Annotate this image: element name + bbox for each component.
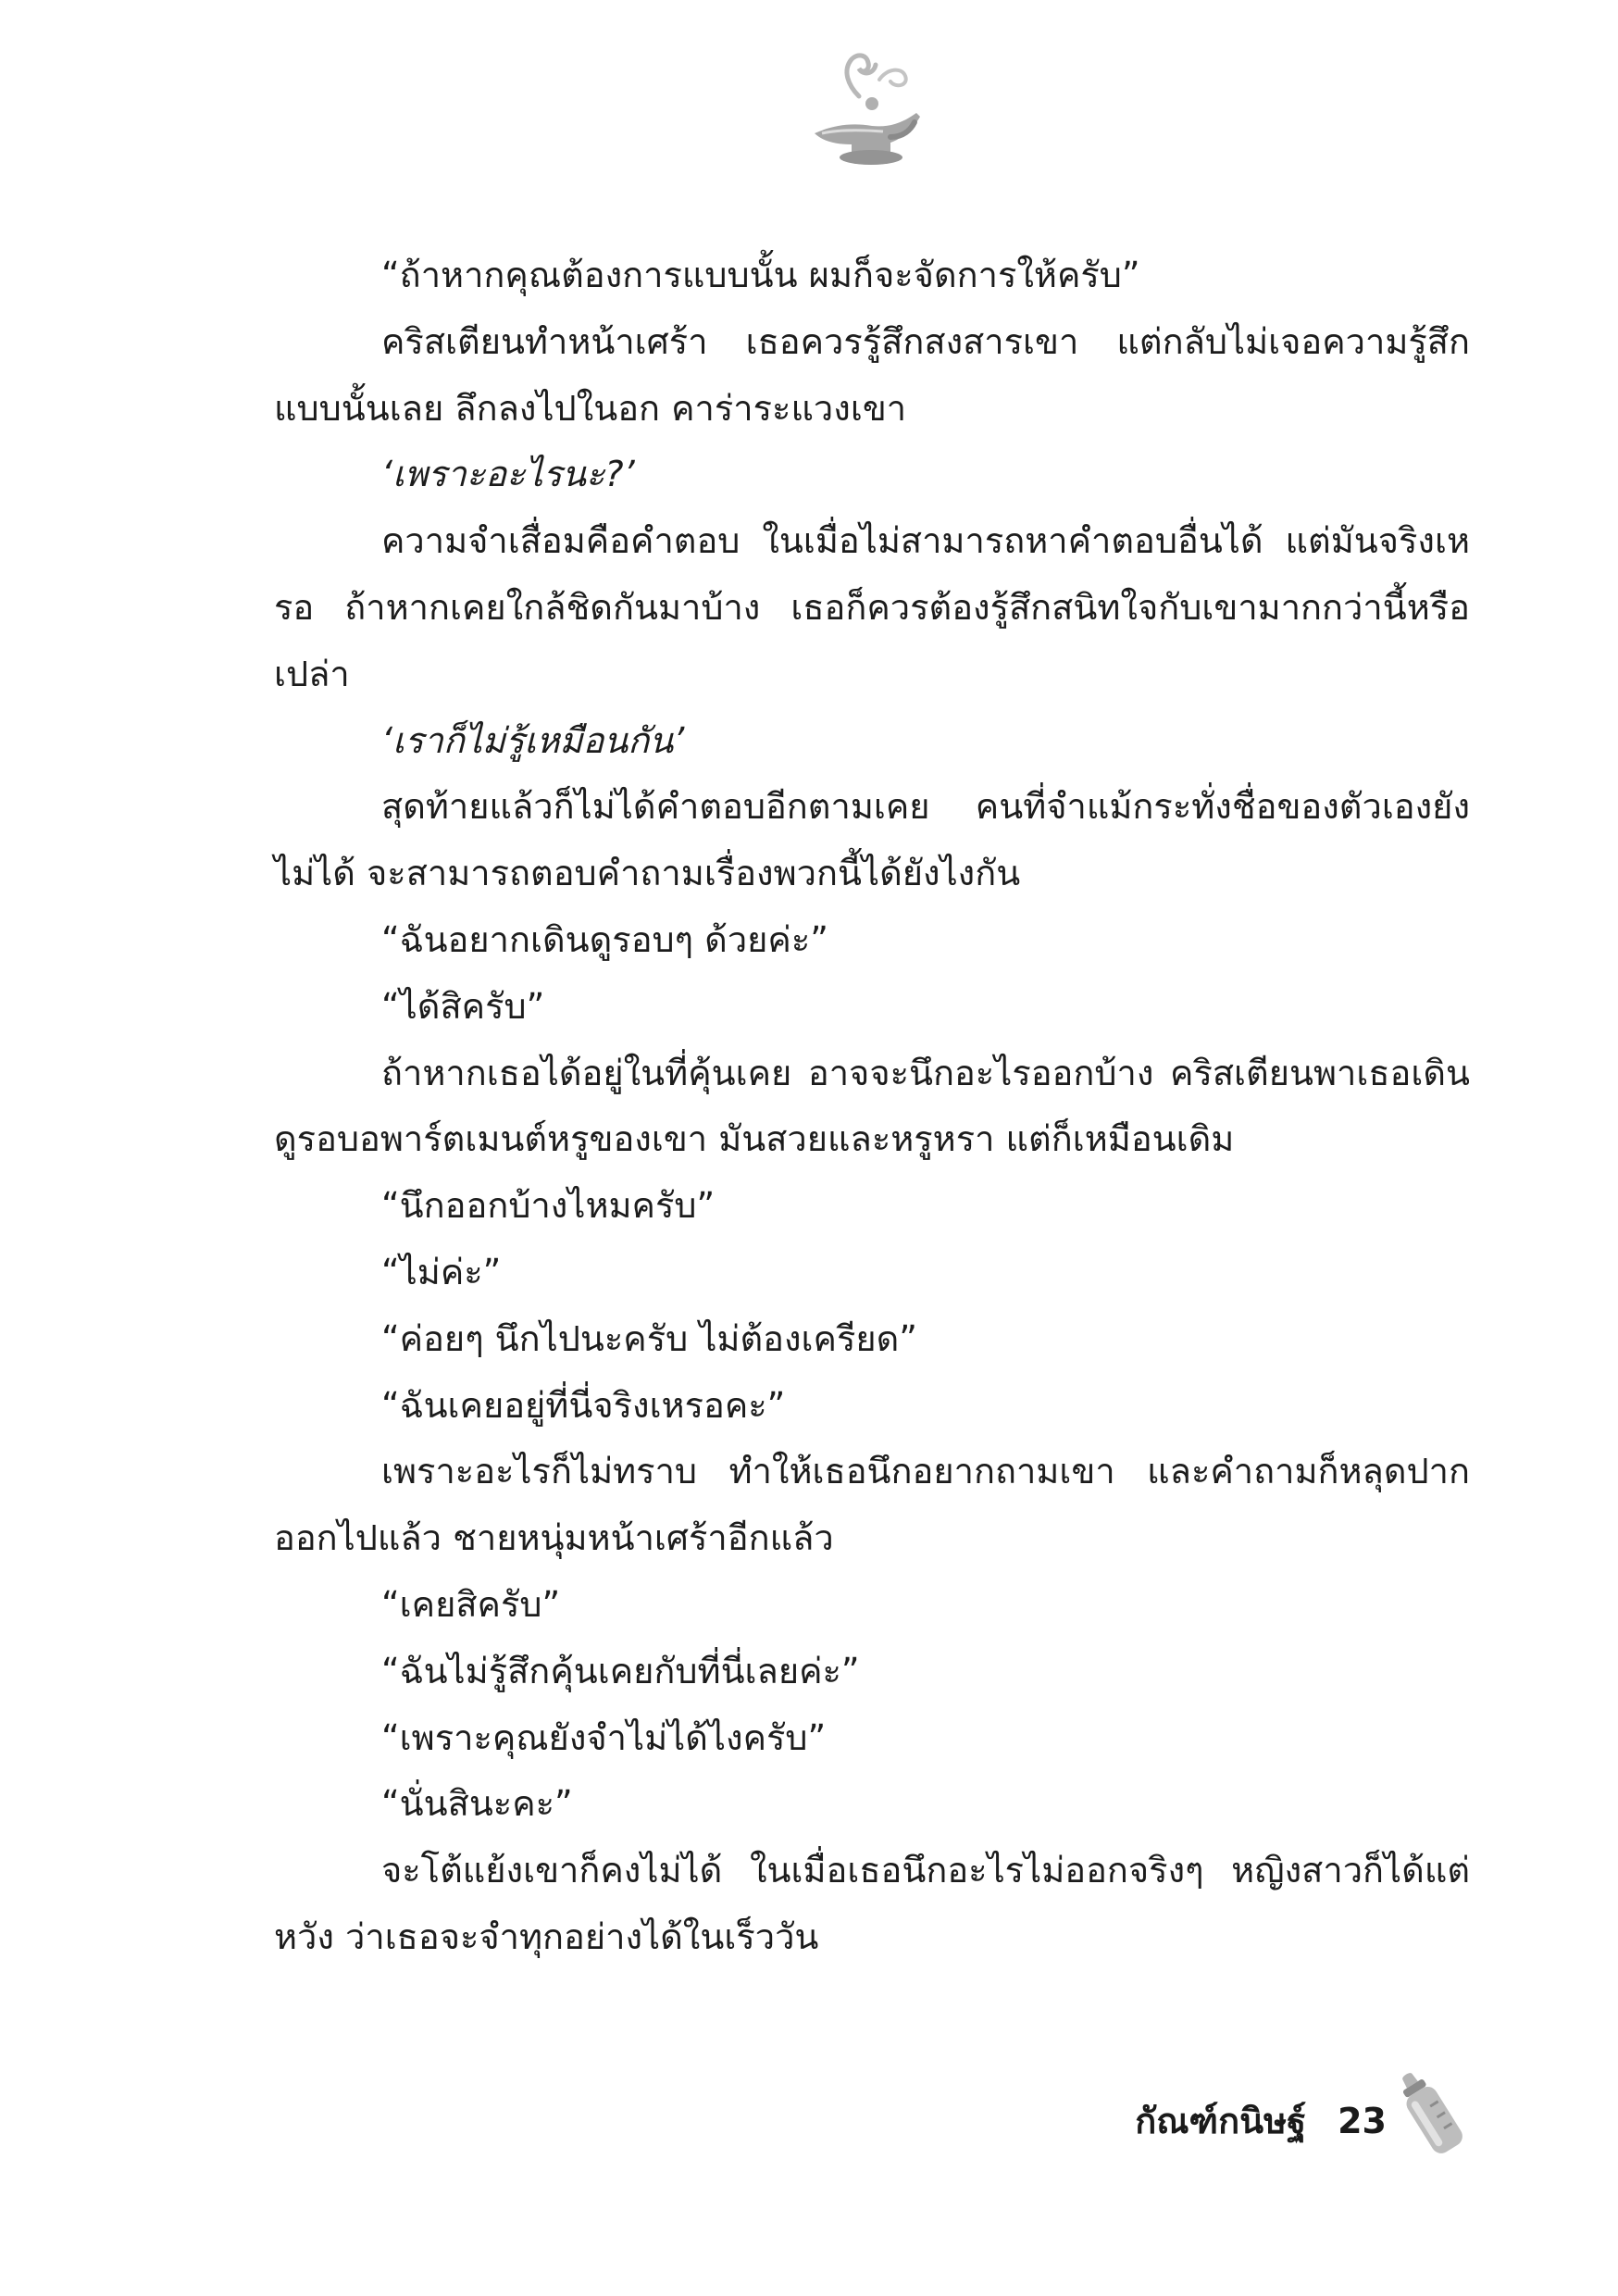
story-text — [274, 243, 1470, 1971]
page-footer — [1135, 2092, 1387, 2149]
dialogue-paragraph: “เคยสิครับ” — [381, 1583, 561, 1625]
dialogue-paragraph: “นั่นสินะคะ” — [381, 1783, 573, 1825]
dialogue-paragraph: “นึกออกบ้างไหมครับ” — [381, 1185, 716, 1227]
story-paragraph: จะโต้แย้งเขาก็คงไม่ได้ ในเมื่อเธอนึกอะไรไม่ออกจริงๆ หญิงสาวก็ได้แต่หวัง ว่าเธอจะจำทุกอย่างได้ในเร็ววัน — [274, 1850, 1470, 1957]
dialogue-paragraph: “ได้สิครับ” — [381, 985, 545, 1027]
dialogue-paragraph: “ไม่ค่ะ” — [381, 1251, 502, 1292]
genie-lamp-icon — [794, 48, 933, 178]
page-number: 23 — [1338, 2100, 1387, 2141]
dialogue-paragraph: “ค่อยๆ นึกไปนะครับ ไม่ต้องเครียด” — [381, 1317, 917, 1359]
dialogue-paragraph: “ฉันเคยอยู่ที่นี่จริงเหรอคะ” — [381, 1384, 786, 1426]
baby-bottle-icon — [1388, 2066, 1474, 2163]
dialogue-paragraph: “ฉันอยากเดินดูรอบๆ ด้วยค่ะ” — [381, 918, 828, 960]
author-name: กัณฑ์กนิษฐ์ — [1135, 2101, 1307, 2141]
inner-thought-paragraph: ‘เราก็ไม่รู้เหมือนกัน’ — [381, 719, 685, 761]
dialogue-paragraph: “ฉันไม่รู้สึกคุ้นเคยกับที่นี่เลยค่ะ” — [381, 1650, 860, 1691]
inner-thought-paragraph: ‘เพราะอะไรนะ?’ — [381, 454, 635, 495]
story-paragraph: “ถ้าหากคุณต้องการแบบนั้น ผมก็จะจัดการให้ครับ” — [381, 255, 1140, 295]
dialogue-paragraph: “เพราะคุณยังจำไม่ได้ไงครับ” — [381, 1716, 827, 1758]
story-paragraph: คริสเตียนทำหน้าเศร้า เธอควรรู้สึกสงสารเขา แต่กลับไม่เจอความรู้สึกแบบนั้นเลย ลึกลงไปในอก คาร่าระแวงเขา — [274, 320, 1470, 429]
story-paragraph: สุดท้ายแล้วก็ไม่ได้คำตอบอีกตามเคย คนที่จำแม้กระทั่งชื่อของตัวเองยังไม่ได้ จะสามารถตอบคำถามเรื่องพวกนี้ได้ยังไงกัน — [274, 786, 1470, 894]
story-paragraph: เพราะอะไรก็ไม่ทราบ ทำให้เธอนึกอยากถามเขา และคำถามก็หลุดปากออกไปแล้ว ชายหนุ่มหน้าเศร้าอีกแล้ว — [274, 1451, 1470, 1559]
story-paragraph: ความจำเสื่อมคือคำตอบ ในเมื่อไม่สามารถหาคำตอบอื่นได้ แต่มันจริงเหรอ ถ้าหากเคยใกล้ชิดกันมาบ้าง เธอก็ควรต้องรู้สึกสนิทใจกับเขามากกว่านี้หรือเปล่า — [274, 520, 1470, 694]
story-paragraph: ถ้าหากเธอได้อยู่ในที่คุ้นเคย อาจจะนึกอะไรออกบ้าง คริสเตียนพาเธอเดินดูรอบอพาร์ตเมนต์หรูของเขา มันสวยและหรูหรา แต่ก็เหมือนเดิม — [274, 1052, 1470, 1160]
